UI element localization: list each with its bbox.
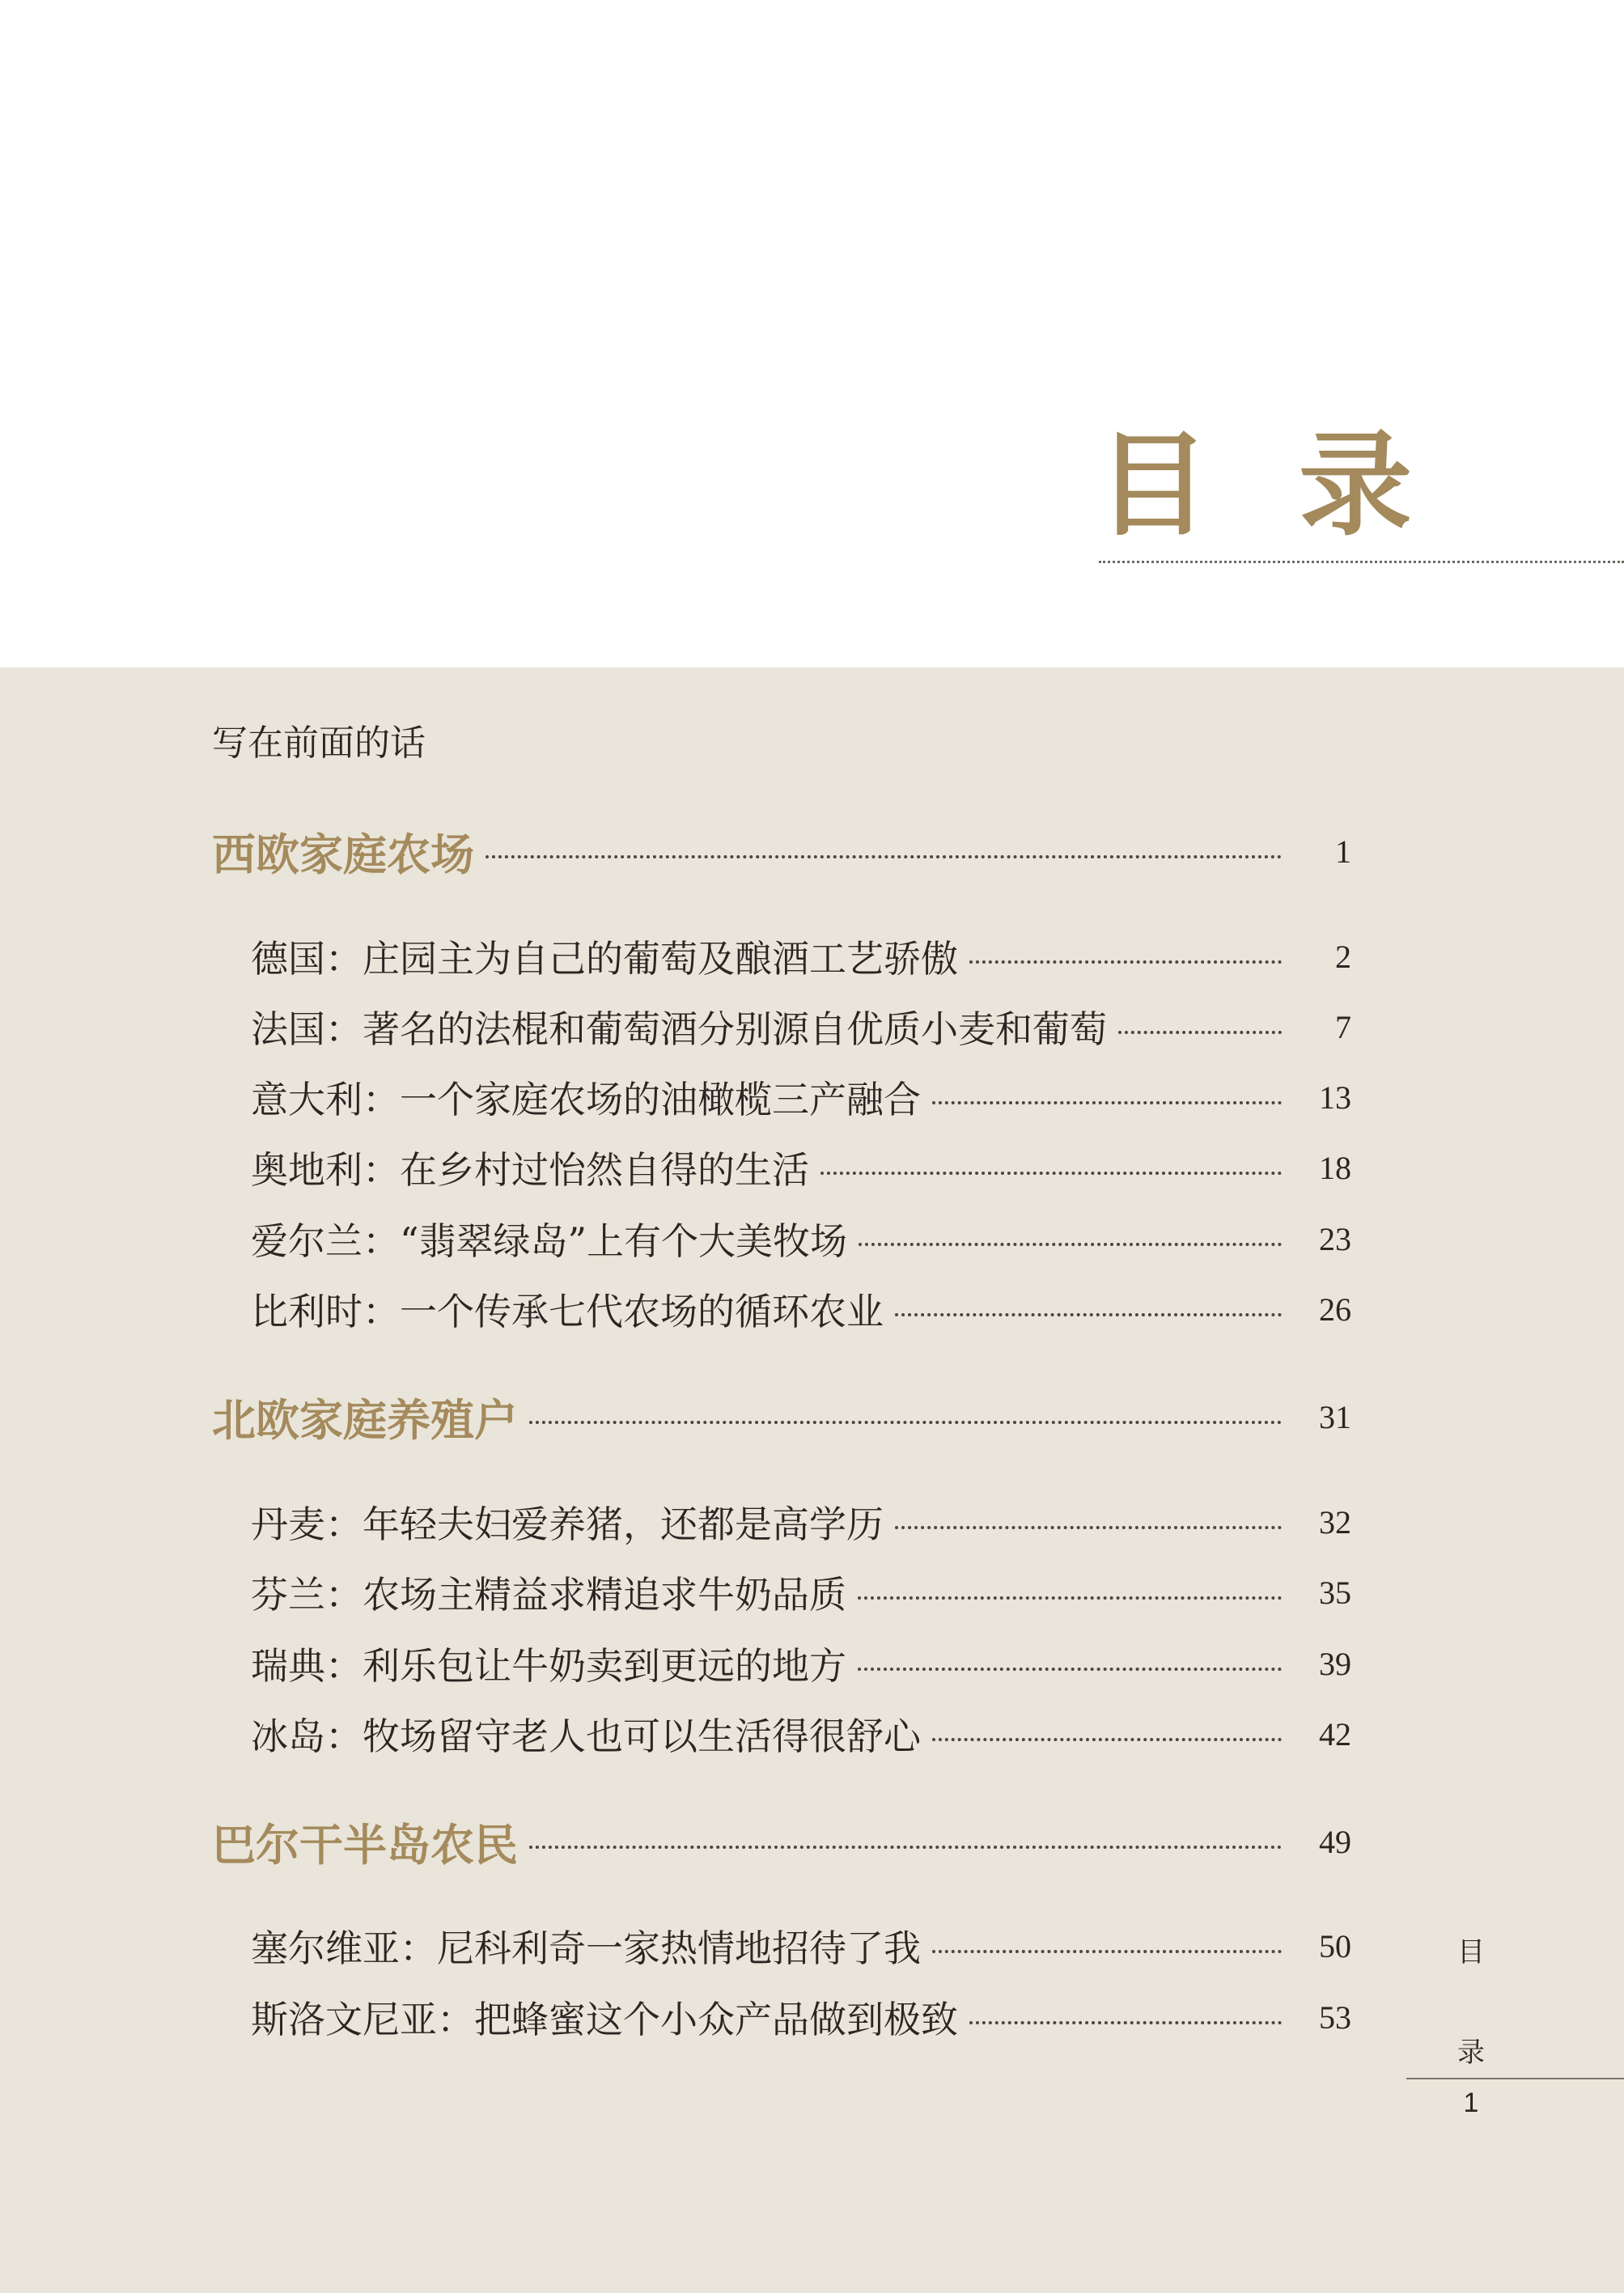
dot-leader <box>969 2021 1282 2024</box>
toc-entry-row[interactable] <box>251 1989 1351 2045</box>
dot-leader <box>529 1846 1282 1849</box>
page-number: 35 <box>1319 1574 1351 1611</box>
page-number: 32 <box>1319 1503 1351 1541</box>
dot-leader <box>858 1596 1282 1600</box>
page-number: 50 <box>1319 1927 1351 1965</box>
dot-leader <box>932 1101 1282 1104</box>
entry-title: 德国：庄园主为自己的葡萄及酿酒工艺骄傲 <box>251 937 958 981</box>
entry-title: 法国：著名的法棍和葡萄酒分别源自优质小麦和葡萄 <box>251 1007 1107 1051</box>
toc-entry-row[interactable] <box>251 1564 1351 1621</box>
running-head-char: 录 <box>1457 2037 1485 2069</box>
page-number: 31 <box>1319 1398 1351 1435</box>
page-number: 18 <box>1319 1149 1351 1186</box>
toc-entry-row[interactable] <box>251 1918 1351 1974</box>
toc-section-row[interactable] <box>212 823 1351 879</box>
toc-section-row[interactable] <box>212 1388 1351 1445</box>
page-title: 目录 <box>1096 419 1502 552</box>
toc-entry-row[interactable] <box>251 1281 1351 1337</box>
entry-title: 奥地利：在乡村过怡然自得的生活 <box>251 1148 809 1192</box>
page-number: 7 <box>1335 1008 1351 1045</box>
toc-entry-row[interactable] <box>251 1494 1351 1550</box>
entry-title: 冰岛：牧场留守老人也可以生活得很舒心 <box>251 1714 921 1758</box>
entry-title: 斯洛文尼亚：把蜂蜜这个小众产品做到极致 <box>251 1998 958 2041</box>
header-area <box>0 0 1624 668</box>
section-title: 巴尔干半岛农民 <box>212 1819 518 1871</box>
dot-leader <box>895 1526 1282 1529</box>
toc-entry-row[interactable] <box>251 1210 1351 1267</box>
toc-entry-row[interactable] <box>251 928 1351 985</box>
dot-leader <box>486 855 1282 858</box>
section-title: 北欧家庭养殖户 <box>212 1394 518 1446</box>
page-number: 39 <box>1319 1645 1351 1682</box>
dot-leader <box>1118 1031 1282 1034</box>
entry-title: 丹麦：年轻夫妇爱养猪，还都是高学历 <box>251 1503 884 1546</box>
dot-leader <box>529 1421 1282 1424</box>
dot-leader <box>969 960 1282 964</box>
folio-rule <box>1406 2078 1624 2079</box>
toc-entry-row[interactable] <box>251 1635 1351 1692</box>
contents-panel <box>0 668 1624 2293</box>
running-head-char: 目 <box>1457 1936 1485 1969</box>
entry-title: 爱尔兰：“翡翠绿岛”上有个大美牧场 <box>251 1219 848 1263</box>
page-number: 13 <box>1319 1079 1351 1116</box>
section-title: 西欧家庭农场 <box>212 829 474 880</box>
page-number: 23 <box>1319 1220 1351 1257</box>
title-dotted-rule <box>1099 561 1624 563</box>
page-number: 26 <box>1319 1291 1351 1328</box>
toc-entry-row[interactable] <box>251 1069 1351 1125</box>
dot-leader <box>820 1172 1282 1175</box>
dot-leader <box>859 1243 1282 1246</box>
page-folio: 1 <box>1463 2087 1479 2118</box>
dot-leader <box>932 1950 1282 1953</box>
entry-title: 芬兰：农场主精益求精追求牛奶品质 <box>251 1573 846 1617</box>
page-number: 1 <box>1335 833 1351 870</box>
toc-entry-row[interactable] <box>251 998 1351 1055</box>
page-number: 2 <box>1335 938 1351 975</box>
dot-leader <box>895 1313 1282 1316</box>
entry-title: 瑞典：利乐包让牛奶卖到更远的地方 <box>251 1644 846 1688</box>
entry-title: 比利时：一个传承七代农场的循环农业 <box>251 1290 884 1333</box>
dot-leader <box>932 1738 1282 1741</box>
toc-section-row[interactable] <box>212 1813 1351 1870</box>
toc-preface[interactable]: 写在前面的话 <box>212 723 426 764</box>
dot-leader <box>858 1668 1282 1671</box>
toc-entry-row[interactable] <box>251 1706 1351 1762</box>
page-number: 53 <box>1319 1998 1351 2036</box>
entry-title: 意大利：一个家庭农场的油橄榄三产融合 <box>251 1078 921 1121</box>
toc-entry-row[interactable] <box>251 1139 1351 1196</box>
page-number: 49 <box>1319 1823 1351 1860</box>
entry-title: 塞尔维亚：尼科利奇一家热情地招待了我 <box>251 1926 921 1970</box>
page-number: 42 <box>1319 1715 1351 1753</box>
